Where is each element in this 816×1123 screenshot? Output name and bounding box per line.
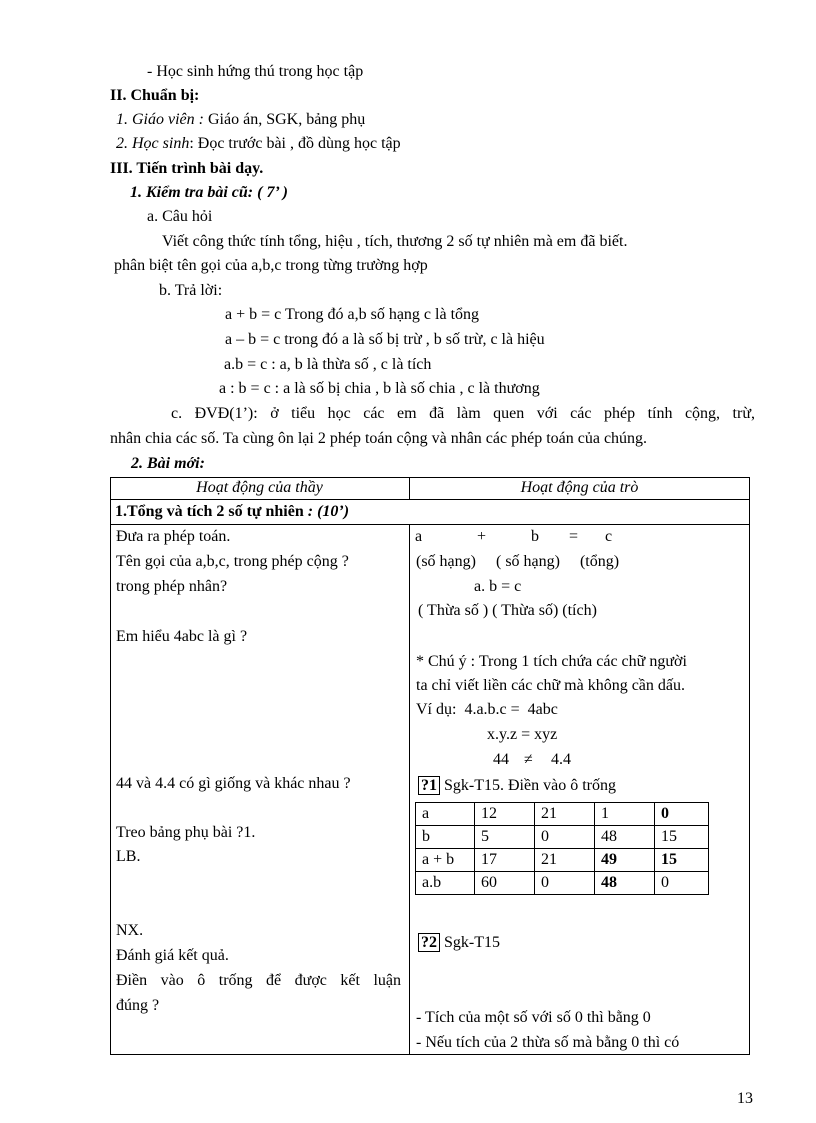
teacher-activity: Tên gọi của a,b,c, trong phép cộng ? (116, 553, 349, 570)
conclusion: - Nếu tích của 2 thừa số mà bằng 0 thì có (416, 1034, 680, 1051)
question-box-icon: ?1 (418, 776, 440, 795)
table-cell: 0 (535, 826, 595, 849)
section-time: : (10’) (303, 503, 350, 520)
table-cell: 48 (595, 872, 655, 895)
exercise-text: Sgk-T15 (440, 934, 500, 951)
student-text: : Đọc trước bài , đồ dùng học tập (189, 135, 401, 152)
example: Ví dụ: 4.a.b.c = 4abc (416, 701, 558, 718)
teacher-activity: Đưa ra phép toán. (116, 528, 231, 545)
teacher-activity: Em hiểu 4abc là gì ? (116, 628, 248, 645)
problem-statement: nhân chia các số. Ta cùng ôn lại 2 phép toán cộng và nhân các phép toán của chúng. (110, 430, 648, 447)
note: ta chỉ viết liền các chữ mà không cần dấu. (416, 677, 686, 694)
table-cell: 1 (595, 803, 655, 826)
exercise-table (415, 802, 709, 895)
table-row (416, 826, 709, 849)
header-teacher: Hoạt động của thầy (196, 479, 323, 496)
formula-a: a (415, 528, 423, 545)
table-row (416, 872, 709, 895)
table-cell: a.b (416, 872, 475, 895)
formula-b: b (531, 528, 539, 545)
exercise-1 (418, 774, 616, 798)
question-text: phân biệt tên gọi của a,b,c trong từng trường hợp (114, 257, 428, 274)
table-cell: 0 (655, 803, 709, 826)
table-cell: a (416, 803, 475, 826)
teacher-text: Giáo án, SGK, bảng phụ (203, 111, 366, 128)
section-heading: III. Tiến trình bài dạy. (110, 160, 264, 177)
table-cell: 15 (655, 849, 709, 872)
teacher-activity: Đánh giá kết quả. (116, 947, 229, 964)
table-cell: 49 (595, 849, 655, 872)
teacher-label: 1. Giáo viên : (116, 111, 204, 128)
formula: a : b = c : a là số bị chia , b là số chia , c là thương (219, 380, 540, 397)
student-activity: (số hạng) ( số hạng) (tổng) (416, 553, 620, 570)
teacher-activity: đúng ? (116, 997, 160, 1014)
formula-equals: = (569, 528, 579, 545)
formula: a – b = c trong đó a là số bị trừ , b số trừ, c là hiệu (225, 331, 545, 348)
table-cell: 5 (475, 826, 535, 849)
not-equal-icon: ≠ (524, 751, 533, 768)
answer-label: b. Trả lời: (159, 282, 223, 299)
question-box-icon: ?2 (418, 933, 440, 952)
teacher-activity: NX. (116, 922, 144, 939)
student-activity: ( Thừa số ) ( Thừa số) (tích) (418, 602, 597, 619)
teacher-activity: Treo bảng phụ bài ?1. (116, 824, 256, 841)
teacher-activity: 44 và 4.4 có gì giống và khác nhau ? (116, 775, 351, 792)
table-cell: 21 (535, 803, 595, 826)
formula-plus: + (477, 528, 487, 545)
teacher-activity: trong phép nhân? (116, 578, 228, 595)
exercise-text: Sgk-T15. Điền vào ô trống (440, 777, 616, 794)
question-label: a. Câu hỏi (147, 208, 213, 225)
table-row (416, 803, 709, 826)
student-activity: a. b = c (474, 578, 522, 595)
formula: a.b = c : a, b là thừa số , c là tích (224, 356, 432, 373)
teacher-prep (116, 110, 365, 130)
teacher-activity: Điền vào ô trống để được kết luận (116, 972, 401, 989)
conclusion: - Tích của một số với số 0 thì bằng 0 (416, 1009, 651, 1026)
header-student: Hoạt động của trò (520, 479, 639, 496)
table-cell: 48 (595, 826, 655, 849)
intro-line: - Học sinh hứng thú trong học tập (147, 63, 364, 80)
table-cell: a + b (416, 849, 475, 872)
table-cell: b (416, 826, 475, 849)
section-row (115, 500, 349, 524)
table-row (416, 849, 709, 872)
column-divider (409, 524, 410, 1055)
table-cell: 21 (535, 849, 595, 872)
example: x.y.z = xyz (487, 726, 558, 743)
formula-c: c (605, 528, 613, 545)
formula: a + b = c Trong đó a,b số hạng c là tổng (225, 306, 480, 323)
section-heading: II. Chuẩn bị: (110, 87, 200, 104)
table-cell: 12 (475, 803, 535, 826)
exercise-2 (418, 931, 500, 955)
table-cell: 0 (655, 872, 709, 895)
table-cell: 15 (655, 826, 709, 849)
section-title: 1.Tổng và tích 2 số tự nhiên (115, 503, 304, 520)
example-44: 44 (493, 751, 509, 768)
note: * Chú ý : Trong 1 tích chứa các chữ người (416, 653, 687, 670)
table-cell: 60 (475, 872, 535, 895)
problem-statement: c. ĐVĐ(1’): ở tiểu học các em đã làm quen với các phép tính cộng, trừ, (171, 405, 755, 422)
example-4-4: 4.4 (551, 751, 571, 768)
subsection-heading: 1. Kiểm tra bài cũ: ( 7’ ) (130, 184, 288, 201)
student-label: 2. Học sinh (116, 135, 190, 152)
student-prep (116, 134, 401, 154)
teacher-activity: LB. (116, 848, 141, 865)
table-cell: 17 (475, 849, 535, 872)
table-cell: 0 (535, 872, 595, 895)
page-number: 13 (737, 1090, 753, 1107)
subsection-heading: 2. Bài mới: (131, 455, 205, 472)
question-text: Viết công thức tính tổng, hiệu , tích, thương 2 số tự nhiên mà em đã biết. (162, 233, 628, 250)
